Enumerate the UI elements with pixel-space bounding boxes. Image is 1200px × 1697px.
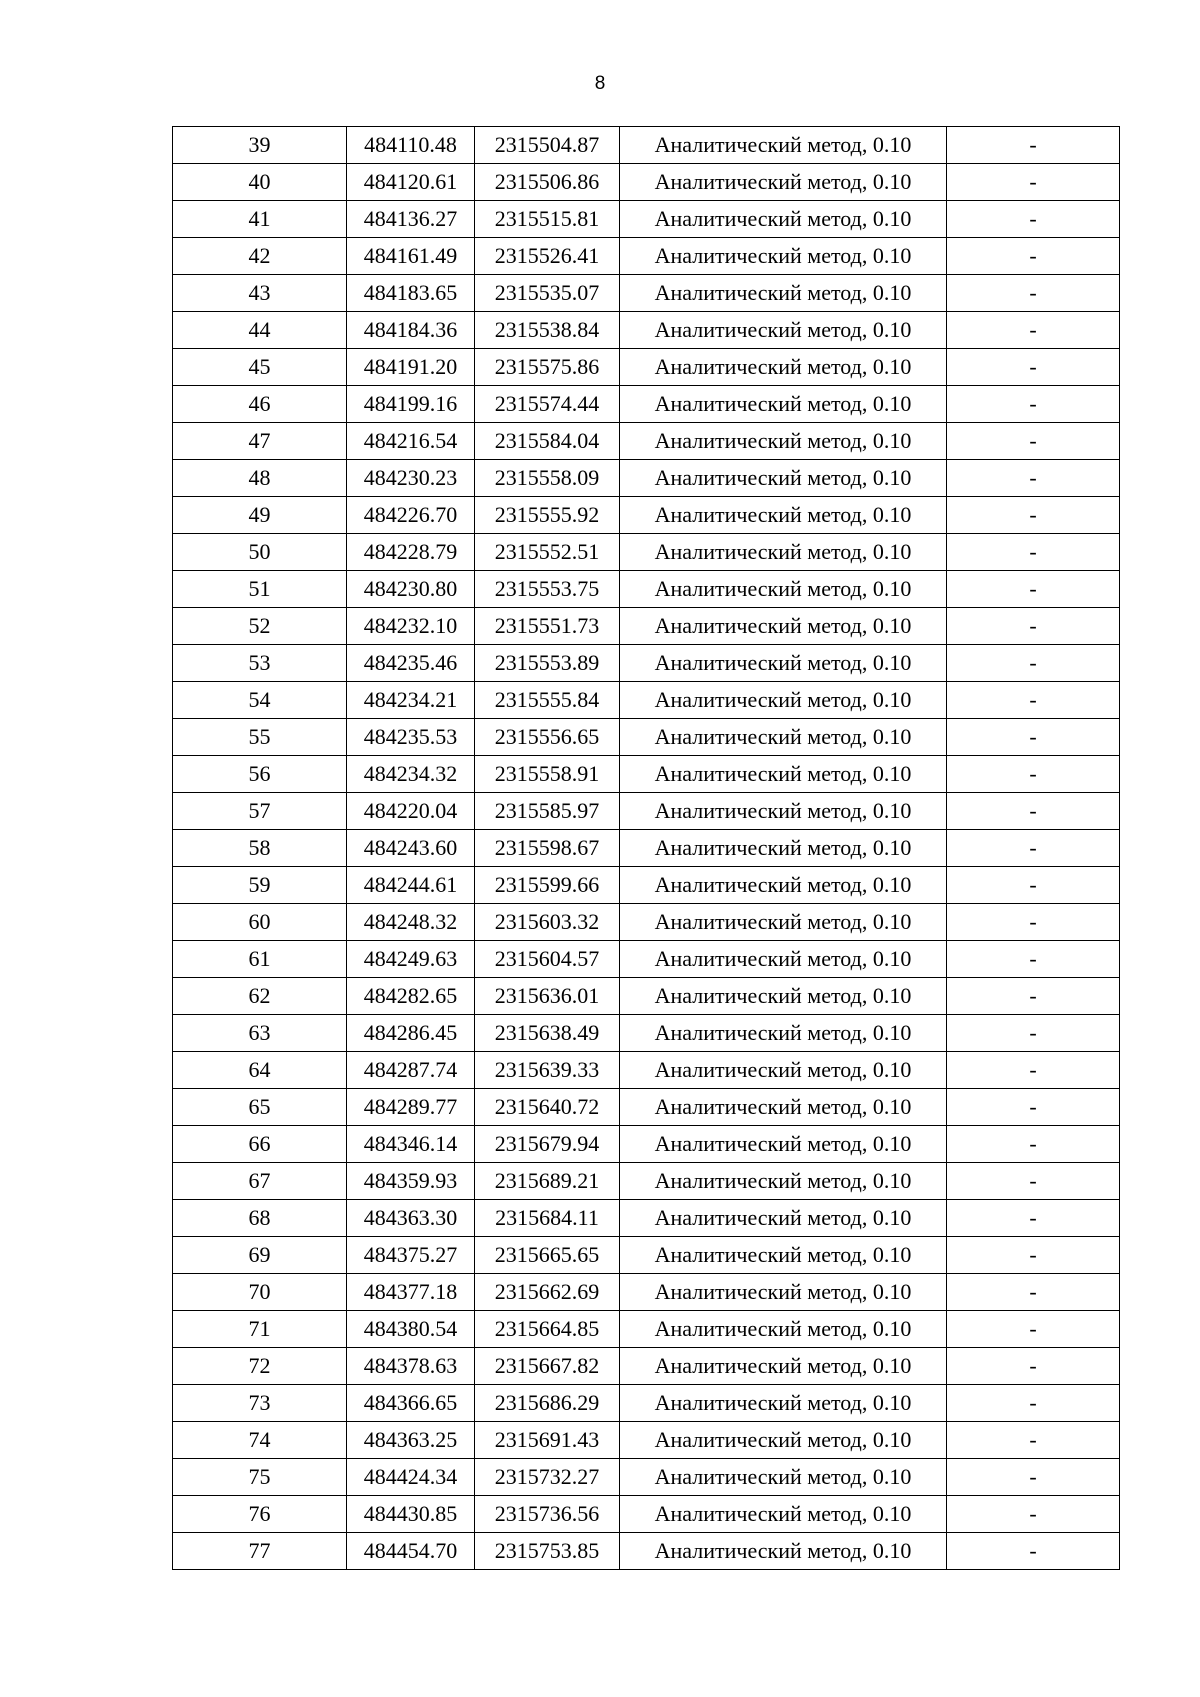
method-accuracy-cell: Аналитический метод, 0.10 (620, 1163, 947, 1200)
x-coordinate-cell: 484234.32 (347, 756, 475, 793)
point-number-cell: 64 (173, 1052, 347, 1089)
method-accuracy-cell: Аналитический метод, 0.10 (620, 423, 947, 460)
point-number-cell: 55 (173, 719, 347, 756)
method-accuracy-cell: Аналитический метод, 0.10 (620, 1126, 947, 1163)
point-number-cell: 47 (173, 423, 347, 460)
y-coordinate-cell: 2315689.21 (475, 1163, 620, 1200)
method-accuracy-cell: Аналитический метод, 0.10 (620, 1533, 947, 1570)
y-coordinate-cell: 2315691.43 (475, 1422, 620, 1459)
x-coordinate-cell: 484110.48 (347, 127, 475, 164)
table-row (173, 1163, 1120, 1200)
table-row (173, 756, 1120, 793)
method-accuracy-cell: Аналитический метод, 0.10 (620, 201, 947, 238)
method-accuracy-cell: Аналитический метод, 0.10 (620, 164, 947, 201)
method-accuracy-cell: Аналитический метод, 0.10 (620, 830, 947, 867)
x-coordinate-cell: 484454.70 (347, 1533, 475, 1570)
point-number-cell: 48 (173, 460, 347, 497)
y-coordinate-cell: 2315753.85 (475, 1533, 620, 1570)
y-coordinate-cell: 2315599.66 (475, 867, 620, 904)
method-accuracy-cell: Аналитический метод, 0.10 (620, 238, 947, 275)
note-cell: - (947, 1089, 1120, 1126)
y-coordinate-cell: 2315574.44 (475, 386, 620, 423)
method-accuracy-cell: Аналитический метод, 0.10 (620, 349, 947, 386)
note-cell: - (947, 1052, 1120, 1089)
point-number-cell: 58 (173, 830, 347, 867)
note-cell: - (947, 1385, 1120, 1422)
x-coordinate-cell: 484183.65 (347, 275, 475, 312)
note-cell: - (947, 1311, 1120, 1348)
note-cell: - (947, 349, 1120, 386)
note-cell: - (947, 608, 1120, 645)
x-coordinate-cell: 484375.27 (347, 1237, 475, 1274)
point-number-cell: 56 (173, 756, 347, 793)
point-number-cell: 77 (173, 1533, 347, 1570)
y-coordinate-cell: 2315736.56 (475, 1496, 620, 1533)
note-cell: - (947, 423, 1120, 460)
point-number-cell: 61 (173, 941, 347, 978)
point-number-cell: 76 (173, 1496, 347, 1533)
method-accuracy-cell: Аналитический метод, 0.10 (620, 1089, 947, 1126)
note-cell: - (947, 941, 1120, 978)
x-coordinate-cell: 484228.79 (347, 534, 475, 571)
note-cell: - (947, 830, 1120, 867)
x-coordinate-cell: 484378.63 (347, 1348, 475, 1385)
x-coordinate-cell: 484234.21 (347, 682, 475, 719)
y-coordinate-cell: 2315640.72 (475, 1089, 620, 1126)
table-row (173, 1422, 1120, 1459)
y-coordinate-cell: 2315526.41 (475, 238, 620, 275)
coordinates-table (172, 126, 1120, 1570)
method-accuracy-cell: Аналитический метод, 0.10 (620, 645, 947, 682)
method-accuracy-cell: Аналитический метод, 0.10 (620, 1237, 947, 1274)
x-coordinate-cell: 484184.36 (347, 312, 475, 349)
x-coordinate-cell: 484249.63 (347, 941, 475, 978)
y-coordinate-cell: 2315584.04 (475, 423, 620, 460)
x-coordinate-cell: 484232.10 (347, 608, 475, 645)
method-accuracy-cell: Аналитический метод, 0.10 (620, 1422, 947, 1459)
x-coordinate-cell: 484235.46 (347, 645, 475, 682)
y-coordinate-cell: 2315553.89 (475, 645, 620, 682)
x-coordinate-cell: 484346.14 (347, 1126, 475, 1163)
point-number-cell: 52 (173, 608, 347, 645)
note-cell: - (947, 127, 1120, 164)
x-coordinate-cell: 484366.65 (347, 1385, 475, 1422)
x-coordinate-cell: 484430.85 (347, 1496, 475, 1533)
x-coordinate-cell: 484199.16 (347, 386, 475, 423)
point-number-cell: 66 (173, 1126, 347, 1163)
y-coordinate-cell: 2315515.81 (475, 201, 620, 238)
method-accuracy-cell: Аналитический метод, 0.10 (620, 1385, 947, 1422)
y-coordinate-cell: 2315575.86 (475, 349, 620, 386)
point-number-cell: 45 (173, 349, 347, 386)
table-row (173, 1089, 1120, 1126)
method-accuracy-cell: Аналитический метод, 0.10 (620, 534, 947, 571)
note-cell: - (947, 867, 1120, 904)
x-coordinate-cell: 484424.34 (347, 1459, 475, 1496)
point-number-cell: 50 (173, 534, 347, 571)
point-number-cell: 42 (173, 238, 347, 275)
y-coordinate-cell: 2315732.27 (475, 1459, 620, 1496)
y-coordinate-cell: 2315585.97 (475, 793, 620, 830)
point-number-cell: 53 (173, 645, 347, 682)
coordinates-table-body (173, 127, 1120, 1570)
x-coordinate-cell: 484161.49 (347, 238, 475, 275)
x-coordinate-cell: 484248.32 (347, 904, 475, 941)
table-row (173, 349, 1120, 386)
method-accuracy-cell: Аналитический метод, 0.10 (620, 978, 947, 1015)
y-coordinate-cell: 2315638.49 (475, 1015, 620, 1052)
table-row (173, 1200, 1120, 1237)
note-cell: - (947, 719, 1120, 756)
note-cell: - (947, 978, 1120, 1015)
table-row (173, 830, 1120, 867)
y-coordinate-cell: 2315558.09 (475, 460, 620, 497)
y-coordinate-cell: 2315664.85 (475, 1311, 620, 1348)
method-accuracy-cell: Аналитический метод, 0.10 (620, 867, 947, 904)
x-coordinate-cell: 484244.61 (347, 867, 475, 904)
method-accuracy-cell: Аналитический метод, 0.10 (620, 719, 947, 756)
point-number-cell: 54 (173, 682, 347, 719)
point-number-cell: 70 (173, 1274, 347, 1311)
note-cell: - (947, 1126, 1120, 1163)
method-accuracy-cell: Аналитический метод, 0.10 (620, 941, 947, 978)
y-coordinate-cell: 2315603.32 (475, 904, 620, 941)
y-coordinate-cell: 2315558.91 (475, 756, 620, 793)
note-cell: - (947, 682, 1120, 719)
y-coordinate-cell: 2315552.51 (475, 534, 620, 571)
note-cell: - (947, 497, 1120, 534)
table-row (173, 534, 1120, 571)
note-cell: - (947, 386, 1120, 423)
x-coordinate-cell: 484363.30 (347, 1200, 475, 1237)
method-accuracy-cell: Аналитический метод, 0.10 (620, 497, 947, 534)
point-number-cell: 62 (173, 978, 347, 1015)
method-accuracy-cell: Аналитический метод, 0.10 (620, 1052, 947, 1089)
note-cell: - (947, 201, 1120, 238)
note-cell: - (947, 1496, 1120, 1533)
table-row (173, 127, 1120, 164)
note-cell: - (947, 1459, 1120, 1496)
y-coordinate-cell: 2315684.11 (475, 1200, 620, 1237)
method-accuracy-cell: Аналитический метод, 0.10 (620, 571, 947, 608)
point-number-cell: 63 (173, 1015, 347, 1052)
note-cell: - (947, 1422, 1120, 1459)
x-coordinate-cell: 484226.70 (347, 497, 475, 534)
table-row (173, 201, 1120, 238)
point-number-cell: 72 (173, 1348, 347, 1385)
note-cell: - (947, 1200, 1120, 1237)
method-accuracy-cell: Аналитический метод, 0.10 (620, 1496, 947, 1533)
point-number-cell: 69 (173, 1237, 347, 1274)
x-coordinate-cell: 484289.77 (347, 1089, 475, 1126)
table-row (173, 238, 1120, 275)
table-row (173, 645, 1120, 682)
table-row (173, 1348, 1120, 1385)
point-number-cell: 68 (173, 1200, 347, 1237)
y-coordinate-cell: 2315538.84 (475, 312, 620, 349)
note-cell: - (947, 1533, 1120, 1570)
point-number-cell: 60 (173, 904, 347, 941)
point-number-cell: 57 (173, 793, 347, 830)
y-coordinate-cell: 2315556.65 (475, 719, 620, 756)
table-row (173, 1052, 1120, 1089)
method-accuracy-cell: Аналитический метод, 0.10 (620, 1348, 947, 1385)
x-coordinate-cell: 484230.80 (347, 571, 475, 608)
x-coordinate-cell: 484363.25 (347, 1422, 475, 1459)
note-cell: - (947, 275, 1120, 312)
method-accuracy-cell: Аналитический метод, 0.10 (620, 1274, 947, 1311)
note-cell: - (947, 645, 1120, 682)
note-cell: - (947, 571, 1120, 608)
table-row (173, 1237, 1120, 1274)
point-number-cell: 49 (173, 497, 347, 534)
point-number-cell: 39 (173, 127, 347, 164)
table-row (173, 978, 1120, 1015)
x-coordinate-cell: 484282.65 (347, 978, 475, 1015)
point-number-cell: 65 (173, 1089, 347, 1126)
table-row (173, 571, 1120, 608)
x-coordinate-cell: 484220.04 (347, 793, 475, 830)
note-cell: - (947, 1348, 1120, 1385)
point-number-cell: 75 (173, 1459, 347, 1496)
table-row (173, 1496, 1120, 1533)
x-coordinate-cell: 484136.27 (347, 201, 475, 238)
table-row (173, 1126, 1120, 1163)
x-coordinate-cell: 484235.53 (347, 719, 475, 756)
table-row (173, 1385, 1120, 1422)
table-row (173, 312, 1120, 349)
note-cell: - (947, 1237, 1120, 1274)
table-row (173, 460, 1120, 497)
note-cell: - (947, 793, 1120, 830)
x-coordinate-cell: 484120.61 (347, 164, 475, 201)
table-row (173, 164, 1120, 201)
x-coordinate-cell: 484287.74 (347, 1052, 475, 1089)
y-coordinate-cell: 2315604.57 (475, 941, 620, 978)
table-row (173, 1459, 1120, 1496)
table-row (173, 904, 1120, 941)
point-number-cell: 44 (173, 312, 347, 349)
method-accuracy-cell: Аналитический метод, 0.10 (620, 275, 947, 312)
y-coordinate-cell: 2315535.07 (475, 275, 620, 312)
y-coordinate-cell: 2315504.87 (475, 127, 620, 164)
y-coordinate-cell: 2315679.94 (475, 1126, 620, 1163)
point-number-cell: 67 (173, 1163, 347, 1200)
point-number-cell: 51 (173, 571, 347, 608)
table-row (173, 1533, 1120, 1570)
page-number: 8 (594, 73, 606, 94)
x-coordinate-cell: 484359.93 (347, 1163, 475, 1200)
note-cell: - (947, 238, 1120, 275)
method-accuracy-cell: Аналитический метод, 0.10 (620, 1200, 947, 1237)
method-accuracy-cell: Аналитический метод, 0.10 (620, 127, 947, 164)
x-coordinate-cell: 484377.18 (347, 1274, 475, 1311)
y-coordinate-cell: 2315555.84 (475, 682, 620, 719)
note-cell: - (947, 1163, 1120, 1200)
note-cell: - (947, 460, 1120, 497)
y-coordinate-cell: 2315551.73 (475, 608, 620, 645)
y-coordinate-cell: 2315667.82 (475, 1348, 620, 1385)
note-cell: - (947, 1015, 1120, 1052)
method-accuracy-cell: Аналитический метод, 0.10 (620, 460, 947, 497)
x-coordinate-cell: 484243.60 (347, 830, 475, 867)
table-row (173, 386, 1120, 423)
method-accuracy-cell: Аналитический метод, 0.10 (620, 1311, 947, 1348)
point-number-cell: 46 (173, 386, 347, 423)
table-row (173, 608, 1120, 645)
table-row (173, 423, 1120, 460)
note-cell: - (947, 904, 1120, 941)
point-number-cell: 59 (173, 867, 347, 904)
table-row (173, 793, 1120, 830)
x-coordinate-cell: 484230.23 (347, 460, 475, 497)
method-accuracy-cell: Аналитический метод, 0.10 (620, 608, 947, 645)
method-accuracy-cell: Аналитический метод, 0.10 (620, 756, 947, 793)
y-coordinate-cell: 2315506.86 (475, 164, 620, 201)
note-cell: - (947, 1274, 1120, 1311)
point-number-cell: 43 (173, 275, 347, 312)
method-accuracy-cell: Аналитический метод, 0.10 (620, 793, 947, 830)
point-number-cell: 73 (173, 1385, 347, 1422)
y-coordinate-cell: 2315553.75 (475, 571, 620, 608)
table-row (173, 682, 1120, 719)
x-coordinate-cell: 484286.45 (347, 1015, 475, 1052)
point-number-cell: 71 (173, 1311, 347, 1348)
table-row (173, 867, 1120, 904)
x-coordinate-cell: 484380.54 (347, 1311, 475, 1348)
method-accuracy-cell: Аналитический метод, 0.10 (620, 386, 947, 423)
y-coordinate-cell: 2315665.65 (475, 1237, 620, 1274)
method-accuracy-cell: Аналитический метод, 0.10 (620, 1459, 947, 1496)
point-number-cell: 74 (173, 1422, 347, 1459)
y-coordinate-cell: 2315555.92 (475, 497, 620, 534)
table-row (173, 497, 1120, 534)
table-row (173, 1274, 1120, 1311)
table-row (173, 1015, 1120, 1052)
y-coordinate-cell: 2315598.67 (475, 830, 620, 867)
method-accuracy-cell: Аналитический метод, 0.10 (620, 312, 947, 349)
y-coordinate-cell: 2315662.69 (475, 1274, 620, 1311)
table-row (173, 719, 1120, 756)
y-coordinate-cell: 2315639.33 (475, 1052, 620, 1089)
method-accuracy-cell: Аналитический метод, 0.10 (620, 1015, 947, 1052)
note-cell: - (947, 164, 1120, 201)
y-coordinate-cell: 2315686.29 (475, 1385, 620, 1422)
x-coordinate-cell: 484191.20 (347, 349, 475, 386)
x-coordinate-cell: 484216.54 (347, 423, 475, 460)
note-cell: - (947, 312, 1120, 349)
method-accuracy-cell: Аналитический метод, 0.10 (620, 904, 947, 941)
method-accuracy-cell: Аналитический метод, 0.10 (620, 682, 947, 719)
note-cell: - (947, 534, 1120, 571)
table-row (173, 1311, 1120, 1348)
point-number-cell: 40 (173, 164, 347, 201)
table-row (173, 941, 1120, 978)
y-coordinate-cell: 2315636.01 (475, 978, 620, 1015)
table-row (173, 275, 1120, 312)
point-number-cell: 41 (173, 201, 347, 238)
note-cell: - (947, 756, 1120, 793)
